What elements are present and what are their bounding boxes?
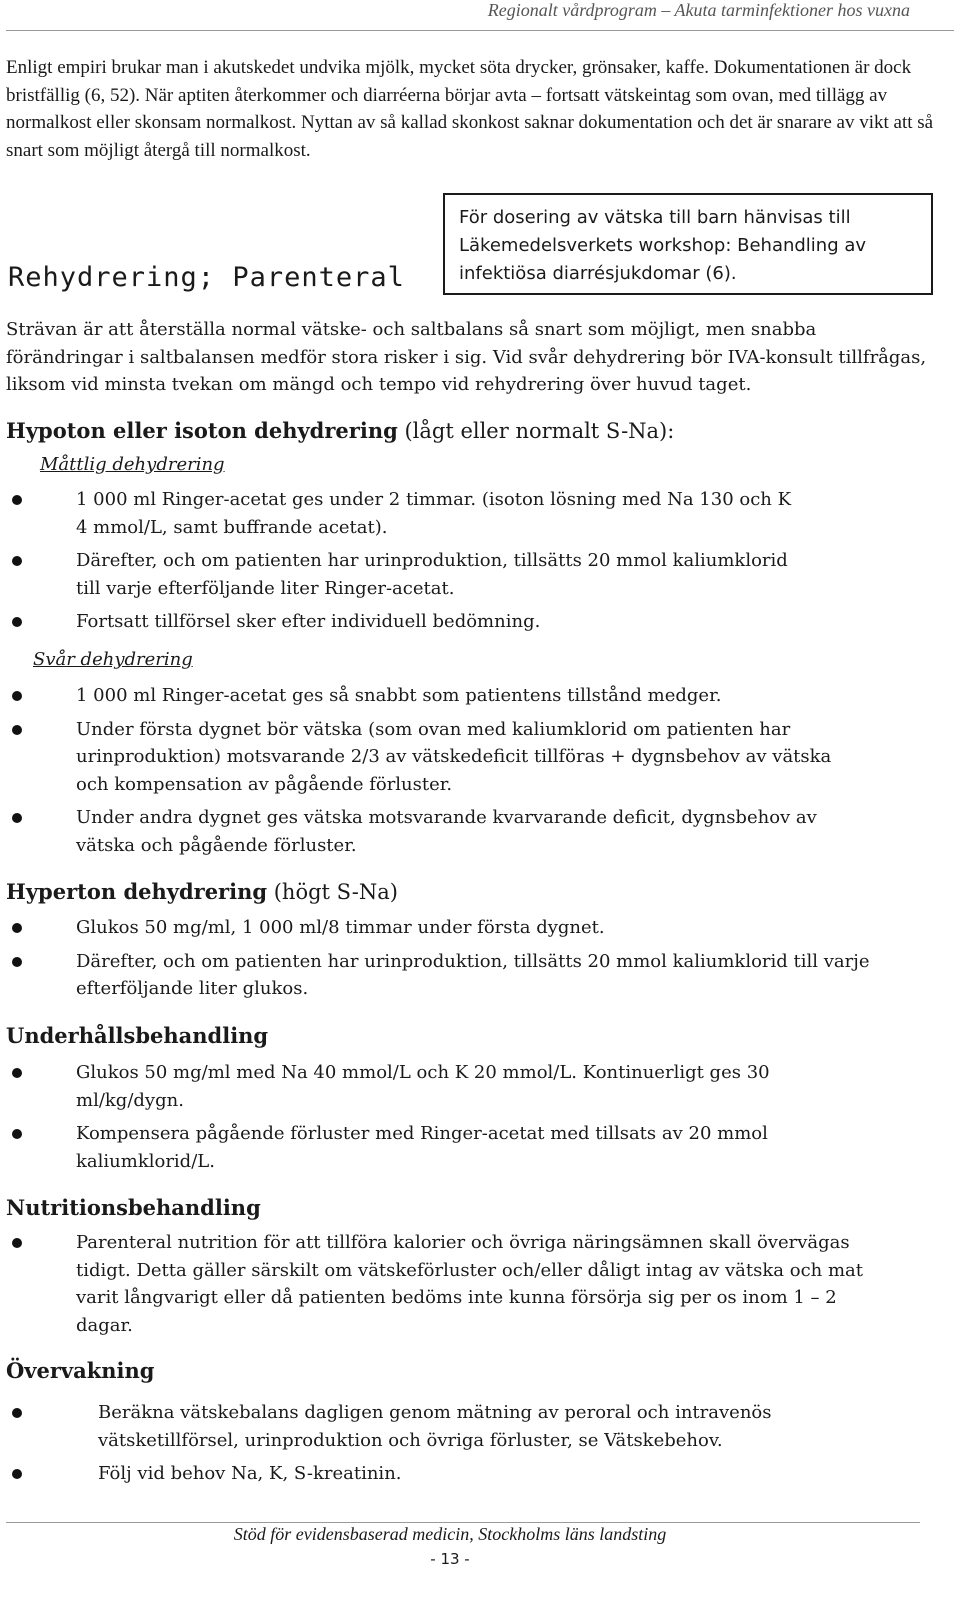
section-heading-underhall <box>6 1023 268 1048</box>
heading-bold: Underhållsbehandling <box>6 1023 269 1048</box>
list-item: Därefter, och om patienten har urinproduktion, tillsätts 20 mmol kaliumklorid till varje efterföljande liter Ringer-acetat. <box>6 547 806 602</box>
section-heading-overvakning <box>6 1358 154 1383</box>
list-item: 1 000 ml Ringer-acetat ges under 2 timmar. (isoton lösning med Na 130 och K 4 mmol/L, samt buffrande acetat). <box>6 486 806 541</box>
bullet-icon <box>12 957 22 967</box>
bullet-icon <box>12 617 22 627</box>
heading-bold: Hypoton eller isoton dehydrering <box>6 418 398 443</box>
section-heading-rehydrering: Rehydrering; Parenteral <box>8 262 405 293</box>
intro-paragraph: Enligt empiri brukar man i akutskedet undvika mjölk, mycket söta drycker, grönsaker, kaffe. Dokumentationen är dock bristfällig (6, 52). När aptiten återkommer och diarréerna börjar avta – fortsatt vätskeintag som ovan, med tillägg av normalkost eller skonsam normalkost. Nyttan av så kallad skonkost saknar dokumentation och det är snarare av vikt att så snart som möjligt återgå till normalkost. <box>6 57 934 161</box>
bullet-icon <box>12 725 22 735</box>
list-overvakning <box>6 1399 886 1488</box>
bullet-icon <box>12 1469 22 1479</box>
page-number: - 13 - <box>430 1550 470 1568</box>
subheading-moderate: Måttlig dehydrering <box>40 454 225 475</box>
list-item: Följ vid behov Na, K, S-kreatinin. <box>6 1460 886 1488</box>
running-header: Regionalt vårdprogram – Akuta tarminfektioner hos vuxna <box>487 0 910 20</box>
list-item: Under första dygnet bör vätska (som ovan med kaliumklorid om patienten har urinproduktion) motsvarande 2/3 av vätskedeficit tillföras + dygnsbehov av vätska och kompensation av pågående förluster. <box>6 716 866 799</box>
list-severe <box>6 682 866 859</box>
list-nutrition <box>6 1229 886 1339</box>
heading-bold: Nutritionsbehandling <box>6 1195 261 1220</box>
list-item: Parenteral nutrition för att tillföra kalorier och övriga näringsämnen skall övervägas tidigt. Detta gäller särskilt om vätskeförluster och/eller dåligt intag av vätska och mat varit långvarigt eller då patienten bedöms inte kunna försörja sig per os inom 1 – 2 dagar. <box>6 1229 886 1339</box>
bullet-icon <box>12 1408 22 1418</box>
bullet-icon <box>12 495 22 505</box>
bullet-icon <box>12 691 22 701</box>
list-hyperton <box>6 914 906 1003</box>
bullet-icon <box>12 1129 22 1139</box>
bullet-icon <box>12 556 22 566</box>
list-item: Kompensera pågående förluster med Ringer-acetat med tillsats av 20 mmol kaliumklorid/L. <box>6 1120 876 1175</box>
bullet-icon <box>12 923 22 933</box>
list-item: Glukos 50 mg/ml, 1 000 ml/8 timmar under första dygnet. <box>6 914 906 942</box>
heading-bold: Hyperton dehydrering <box>6 879 268 904</box>
bullet-icon <box>12 1238 22 1248</box>
info-box-text: För dosering av vätska till barn hänvisas till Läkemedelsverkets workshop: Behandling av infektiösa diarrésjukdomar (6). <box>459 207 867 284</box>
list-item: Fortsatt tillförsel sker efter individuell bedömning. <box>6 608 806 636</box>
section-heading-hyperton <box>6 879 398 904</box>
heading-note: (lågt eller normalt S-Na): <box>397 419 675 443</box>
list-moderate <box>6 486 806 636</box>
rehydrering-paragraph: Strävan är att återställa normal vätske- och saltbalans så snart som möjligt, men snabba förändringar i saltbalansen medför stora risker i sig. Vid svår dehydrering bör IVA-konsult tillfrågas, liksom vid minsta tvekan om mängd och tempo vid rehydrering över huvud taget. <box>6 319 927 395</box>
bullet-icon <box>12 813 22 823</box>
list-underhall <box>6 1059 876 1175</box>
subheading-severe: Svår dehydrering <box>33 649 193 670</box>
bullet-icon <box>12 1068 22 1078</box>
heading-note: (högt S-Na) <box>267 880 398 904</box>
section-heading-hypoton <box>6 418 674 443</box>
list-item: Beräkna vätskebalans dagligen genom mätning av peroral och intravenös vätsketillförsel, urinproduktion och övriga förluster, se Vätskebehov. <box>6 1399 886 1454</box>
info-box <box>443 193 933 295</box>
header-divider <box>6 30 954 31</box>
section-heading-nutrition <box>6 1195 261 1220</box>
list-item: Glukos 50 mg/ml med Na 40 mmol/L och K 20 mmol/L. Kontinuerligt ges 30 ml/kg/dygn. <box>6 1059 876 1114</box>
heading-bold: Övervakning <box>6 1358 155 1383</box>
list-item: Därefter, och om patienten har urinproduktion, tillsätts 20 mmol kaliumklorid till varje efterföljande liter glukos. <box>6 948 906 1003</box>
list-item: Under andra dygnet ges vätska motsvarande kvarvarande deficit, dygnsbehov av vätska och pågående förluster. <box>6 804 866 859</box>
footer-divider <box>6 1522 920 1523</box>
footer-text: Stöd för evidensbaserad medicin, Stockholms läns landsting <box>233 1524 667 1544</box>
list-item: 1 000 ml Ringer-acetat ges så snabbt som patientens tillstånd medger. <box>6 682 866 710</box>
